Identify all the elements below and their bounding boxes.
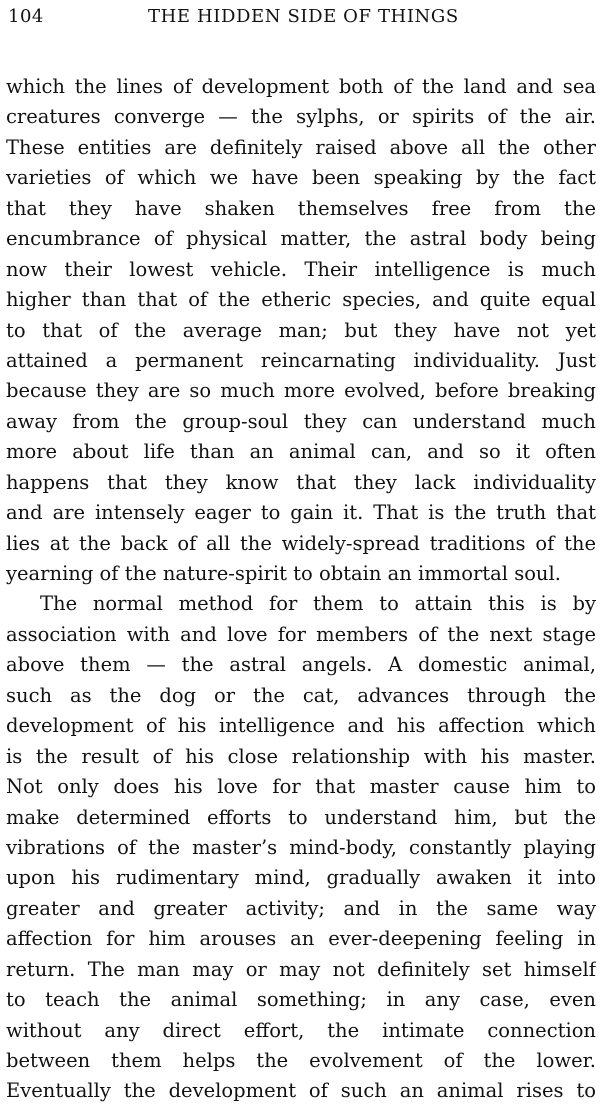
text-line: varieties of which we have been speaking by the fact [6, 166, 596, 190]
text-line: creatures converge — the sylphs, or spirits of the air. [6, 105, 596, 129]
text-line: now their lowest vehicle. Their intelligence is much [6, 257, 596, 281]
text-line: higher than that of the etheric species, and quite equal [6, 288, 596, 312]
running-header [0, 6, 600, 30]
text-line: make determined efforts to understand him, but the [6, 805, 596, 829]
text-line: encumbrance of physical matter, the astral body being [6, 227, 596, 251]
text-line: attained a permanent reincarnating individuality. Just [6, 348, 596, 372]
text-line: and are intensely eager to gain it. That is the truth that [6, 501, 596, 525]
text-line: return. The man may or may not definitely set himself [6, 957, 596, 981]
text-line: is the result of his close relationship with his master. [6, 744, 596, 768]
text-line: affection for him arouses an ever-deepening feeling in [6, 927, 596, 951]
running-title: THE HIDDEN SIDE OF THINGS [148, 6, 459, 27]
text-line: such as the dog or the cat, advances through the [6, 683, 596, 707]
text-line: between them helps the evolvement of the lower. [6, 1049, 596, 1072]
text-line: that they have shaken themselves free from the [6, 196, 596, 220]
text-line: above them — the astral angels. A domestic animal, [6, 653, 596, 677]
paragraph-first-line: The normal method for them to attain this is by [40, 592, 596, 616]
text-line: Not only does his love for that master cause him to [6, 775, 596, 799]
text-line: because they are so much more evolved, before breaking [6, 379, 596, 403]
text-line: away from the group-soul they can understand much [6, 409, 596, 433]
body-text [6, 72, 596, 1107]
text-line: lies at the back of all the widely-spread traditions of the [6, 531, 596, 555]
text-line: association with and love for members of the next stage [6, 622, 596, 646]
text-line: which the lines of development both of the land and sea [6, 75, 596, 98]
text-line: These entities are definitely raised above all the other [6, 135, 596, 159]
text-line: happens that they know that they lack individuality [6, 470, 596, 494]
text-line: to that of the average man; but they have not yet [6, 318, 596, 342]
text-line: without any direct effort, the intimate connection [6, 1018, 596, 1042]
text-line: to teach the animal something; in any case, even [6, 988, 596, 1012]
text-line: development of his intelligence and his affection which [6, 714, 596, 738]
paragraph-last-line: yearning of the nature-spirit to obtain an immortal soul. [6, 562, 561, 585]
page-number: 104 [8, 6, 44, 27]
text-line: upon his rudimentary mind, gradually awaken it into [6, 866, 596, 890]
text-line: more about life than an animal can, and so it often [6, 440, 596, 464]
text-line: greater and greater activity; and in the same way [6, 896, 596, 920]
text-line: vibrations of the master’s mind-body, constantly playing [6, 835, 596, 859]
text-line: Eventually the development of such an animal rises to [6, 1079, 596, 1103]
